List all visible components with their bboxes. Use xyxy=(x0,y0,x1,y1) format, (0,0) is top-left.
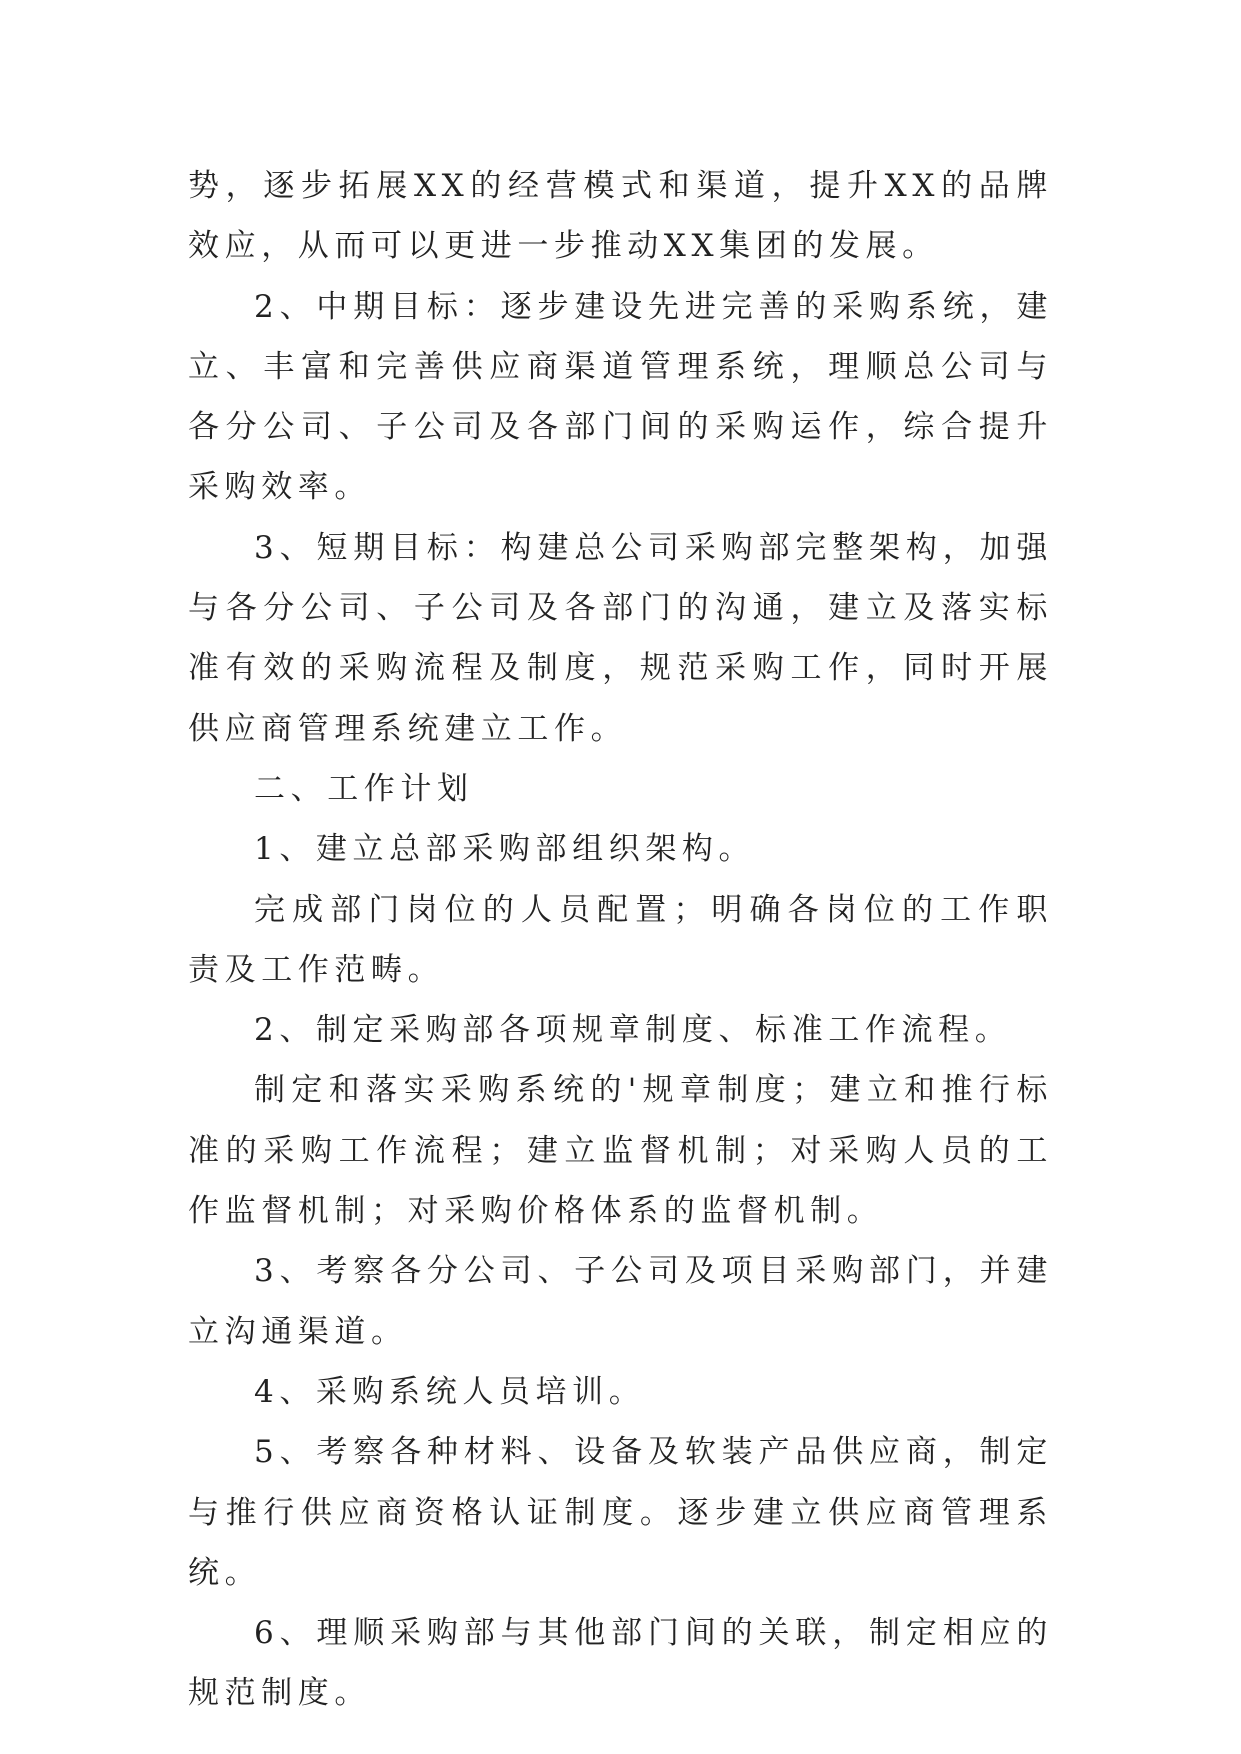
plan-item-1: 1、建立总部采购部组织架构。 xyxy=(254,831,756,868)
document-body xyxy=(188,156,1053,1724)
plan-item-6: 6、理顺采购部与其他部门间的关联，制定相应的规范制度。 xyxy=(188,1615,1053,1712)
paragraph-mid-term-goal: 2、中期目标：逐步建设先进完善的采购系统，建立、丰富和完善供应商渠道管理系统，理顺总公司与各分公司、子公司及各部门间的采购运作，综合提升采购效率。 xyxy=(188,288,1053,506)
paragraph-continuation: 势，逐步拓展XX的经营模式和渠道，提升XX的品牌效应，从而可以更进一步推动XX集团的发展。 xyxy=(188,168,1053,265)
plan-item-2: 2、制定采购部各项规章制度、标准工作流程。 xyxy=(254,1012,1012,1049)
section-heading-work-plan: 二、工作计划 xyxy=(254,770,474,807)
plan-item-1-detail: 完成部门岗位的人员配置；明确各岗位的工作职责及工作范畴。 xyxy=(188,891,1053,988)
plan-item-3: 3、考察各分公司、子公司及项目采购部门，并建立沟通渠道。 xyxy=(188,1253,1053,1350)
plan-item-5: 5、考察各种材料、设备及软装产品供应商，制定与推行供应商资格认证制度。逐步建立供应商管理系统。 xyxy=(188,1434,1053,1591)
plan-item-4: 4、采购系统人员培训。 xyxy=(254,1373,646,1410)
paragraph-short-term-goal: 3、短期目标：构建总公司采购部完整架构，加强与各分公司、子公司及各部门的沟通，建立及落实标准有效的采购流程及制度，规范采购工作，同时开展供应商管理系统建立工作。 xyxy=(188,529,1053,747)
plan-item-2-detail: 制定和落实采购系统的'规章制度；建立和推行标准的采购工作流程；建立监督机制；对采购人员的工作监督机制；对采购价格体系的监督机制。 xyxy=(188,1072,1053,1230)
